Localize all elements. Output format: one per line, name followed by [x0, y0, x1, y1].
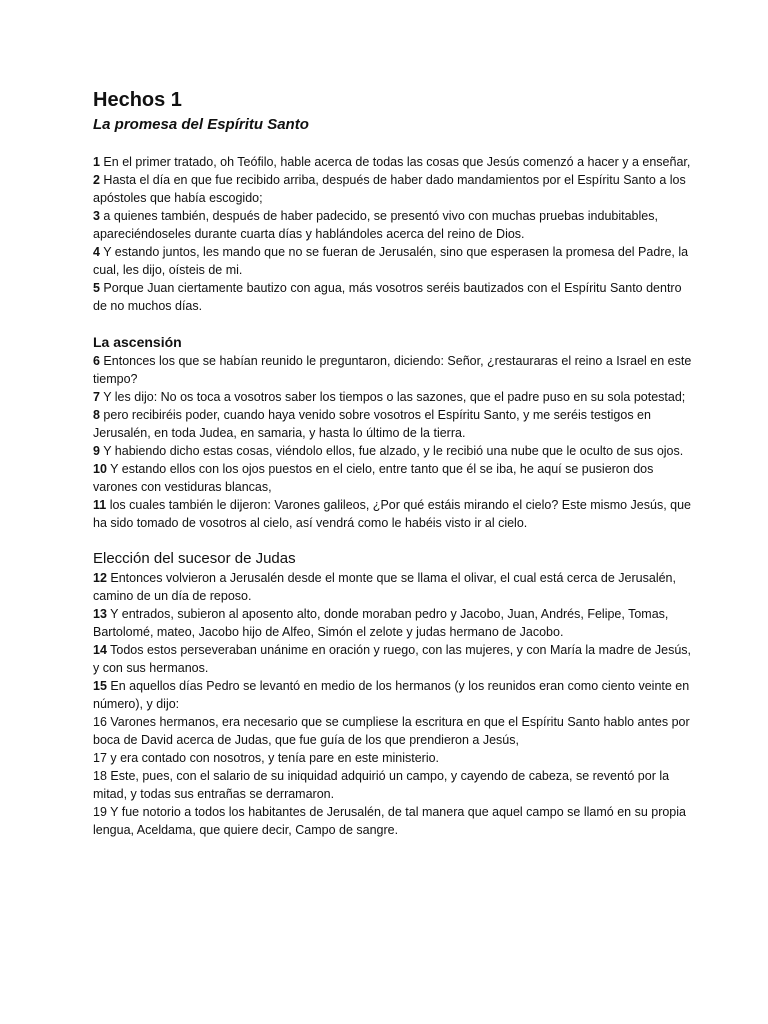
- section-1: [93, 153, 693, 315]
- verse-11: 11 los cuales también le dijeron: Varones galileos, ¿Por qué estáis mirando el cielo? Este mismo Jesús, que ha sido tomado de vosotros al cielo, así vendrá como le habéis visto ir al cielo.: [93, 498, 692, 530]
- verse-7: 7 Y les dijo: No os toca a vosotros saber los tiempos o las sazones, que el padre puso en su sola potestad;: [93, 390, 686, 404]
- verse-18: 18 Este, pues, con el salario de su iniquidad adquirió un campo, y cayendo de cabeza, se reventó por la mitad, y todas sus entrañas se derramaron.: [93, 769, 670, 801]
- section-heading: La ascensión: [93, 334, 182, 350]
- verse-17: 17 y era contado con nosotros, y tenía pare en este ministerio.: [93, 751, 440, 765]
- verse-5: 5 Porque Juan ciertamente bautizo con agua, más vosotros seréis bautizados con el Espíritu Santo dentro de no muchos días.: [93, 281, 682, 313]
- section-ascension: [93, 332, 693, 532]
- verse-16: 16 Varones hermanos, era necesario que se cumpliese la escritura en que el Espíritu Santo hablo antes por boca de David acerca de Judas, que fue guía de los que prendieron a Jesús,: [93, 715, 690, 747]
- verse-2: 2 Hasta el día en que fue recibido arriba, después de haber dado mandamientos por el Espíritu Santo a los apóstoles que había escogido;: [93, 173, 686, 205]
- section-heading: Elección del sucesor de Judas: [93, 550, 296, 567]
- verse-8: 8 pero recibiréis poder, cuando haya venido sobre vosotros el Espíritu Santo, y me seréis testigos en Jerusalén, en toda Judea, en samaria, y hasta lo último de la tierra.: [93, 408, 651, 440]
- verse-13: 13 Y entrados, subieron al aposento alto, donde moraban pedro y Jacobo, Juan, Andrés, Felipe, Tomas, Bartolomé, mateo, Jacobo hijo de Alfeo, Simón el zelote y judas hermano de Jacobo.: [93, 607, 669, 639]
- verse-10: 10 Y estando ellos con los ojos puestos en el cielo, entre tanto que él se iba, he aquí se pusieron dos varones con vestiduras blancas,: [93, 462, 654, 494]
- verse-1: 1 En el primer tratado, oh Teófilo, hable acerca de todas las cosas que Jesús comenzó a hacer y a enseñar,: [93, 155, 691, 169]
- section-eleccion: [93, 549, 693, 839]
- document-page: [93, 86, 693, 839]
- verse-19: 19 Y fue notorio a todos los habitantes de Jerusalén, de tal manera que aquel campo se llamó en su propia lengua, Aceldama, que quiere decir, Campo de sangre.: [93, 805, 686, 837]
- verse-9: 9 Y habiendo dicho estas cosas, viéndolo ellos, fue alzado, y le recibió una nube que le oculto de sus ojos.: [93, 444, 684, 458]
- verse-15: 15 En aquellos días Pedro se levantó en medio de los hermanos (y los reunidos eran como ciento veinte en número), y dijo:: [93, 679, 690, 711]
- page-subtitle: La promesa del Espíritu Santo: [93, 116, 309, 133]
- verse-12: 12 Entonces volvieron a Jerusalén desde el monte que se llama el olivar, el cual está cerca de Jerusalén, camino de un día de reposo.: [93, 571, 676, 603]
- verse-4: 4 Y estando juntos, les mando que no se fueran de Jerusalén, sino que esperasen la promesa del Padre, la cual, les dijo, oísteis de mi.: [93, 245, 689, 277]
- page-title: Hechos 1: [93, 89, 182, 111]
- verse-14: 14 Todos estos perseveraban unánime en oración y ruego, con las mujeres, y con María la madre de Jesús, y con sus hermanos.: [93, 643, 692, 675]
- verse-3: 3 a quienes también, después de haber padecido, se presentó vivo con muchas pruebas indubitables, apareciéndoseles durante cuarta días y hablándoles acerca del reino de Dios.: [93, 209, 658, 241]
- verse-6: 6 Entonces los que se habían reunido le preguntaron, diciendo: Señor, ¿restauraras el reino a Israel en este tiempo?: [93, 354, 692, 386]
